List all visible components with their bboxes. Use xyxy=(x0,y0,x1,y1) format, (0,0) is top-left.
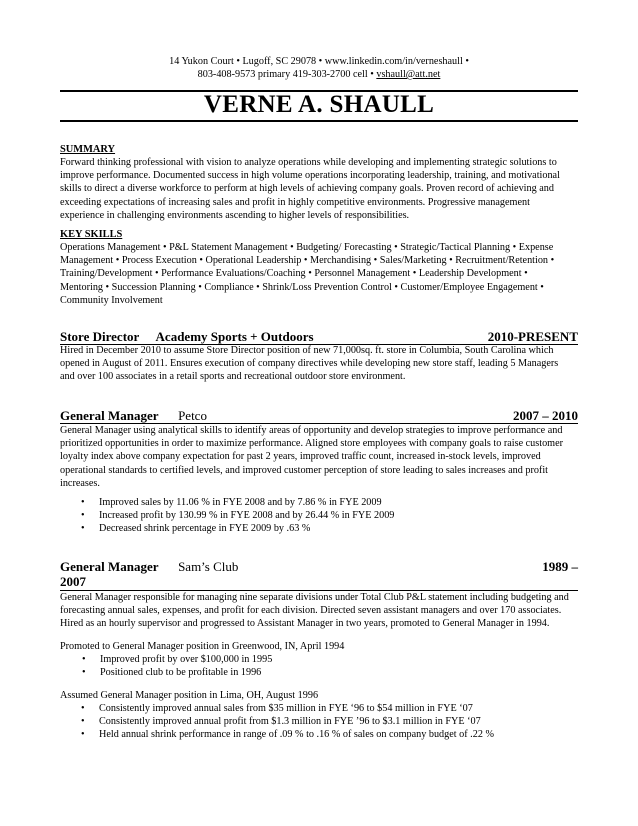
promotion-greenwood: Promoted to General Manager position in Greenwood, IN, April 1994 xyxy=(60,641,345,652)
skills-line: Operations Management • P&L Statement Management • Budgeting/ Forecasting • Strategic/Tactical Planning • Expense xyxy=(60,242,554,253)
key-skills-text xyxy=(60,241,580,307)
job-line: forecasting annual sales, expenses, and profit for each division. Directed seven assistant managers and over 170 associates. xyxy=(60,605,562,617)
summary-line: skills to direct a diverse workforce to perform at high levels of achieving company goals. Proven record of achieving and xyxy=(60,183,554,195)
contact-line-2 xyxy=(60,68,578,81)
email-link[interactable]: vshaull@att.net xyxy=(376,69,441,80)
bullet: • xyxy=(82,667,86,679)
job-line: and over 100 associates in a retail sports and recreational outdoor store environment. xyxy=(60,371,406,383)
list-item xyxy=(81,702,494,715)
skills-line: Mentoring • Succession Planning • Compliance • Shrink/Loss Prevention Control • Customer/Employee Engagement • xyxy=(60,281,544,293)
bullet: • xyxy=(81,510,85,522)
job-title: Store Director xyxy=(60,329,140,344)
candidate-name: VERNE A. SHAULL xyxy=(203,91,435,118)
job-line: General Manager using analytical skills to identify areas of opportunity and develop strategies to improve performance and xyxy=(60,425,563,436)
promotion-lima: Assumed General Manager position in Lima, OH, August 1996 xyxy=(60,690,319,701)
list-item xyxy=(81,715,494,728)
bullet: • xyxy=(81,716,85,728)
summary-line: experience in challenging environments ascending to higher levels of responsibilities. xyxy=(60,209,410,221)
contact-line-1: 14 Yukon Court • Lugoff, SC 29078 • www.linkedin.com/in/verneshaull • xyxy=(169,56,469,67)
header-bottom-rule xyxy=(60,120,578,122)
job-description-sams-club xyxy=(60,591,580,631)
job-line: opened in August of 2011. Ensures execution of company directives while developing new store staff, leading 5 Managers xyxy=(60,358,559,370)
bullet-text: Positioned club to be profitable in 1996 xyxy=(100,667,262,679)
job-line: prioritized opportunities in order to maximize performance. Aligned store employees with company goals to raise customer xyxy=(60,438,564,450)
list-item xyxy=(81,522,394,535)
bullet-text: Consistently improved annual sales from $35 million in FYE ‘96 to $54 million in FYE ‘07 xyxy=(99,703,473,714)
key-skills-heading: KEY SKILLS xyxy=(60,229,123,240)
bullet: • xyxy=(81,497,85,508)
bullet: • xyxy=(81,703,85,714)
summary-line: exceeding expectations of increasing sales and profit in highly competitive environments. Progressive management xyxy=(60,196,530,208)
skills-line: Management • Process Execution • Operational Leadership • Merchandising • Sales/Marketing • Recruitment/Retention • xyxy=(60,255,555,267)
contact-block xyxy=(60,55,578,81)
job-dates: 2007 – 2010 xyxy=(513,408,578,423)
skills-line: Training/Development • Performance Evaluations/Coaching • Personnel Management • Leadership Development • xyxy=(60,268,528,280)
bullet-text: Improved profit by over $100,000 in 1995 xyxy=(100,654,273,665)
greenwood-achievements-list xyxy=(82,653,272,679)
list-item xyxy=(82,666,272,679)
list-item xyxy=(81,509,394,522)
job-title: General Manager xyxy=(60,559,159,574)
job-description-petco xyxy=(60,424,580,490)
summary-text xyxy=(60,156,580,222)
job-company: Academy Sports + Outdoors xyxy=(155,329,314,344)
job-header-sams-club xyxy=(60,559,578,589)
list-item xyxy=(81,728,494,741)
job-title: General Manager xyxy=(60,408,159,423)
job-dates: 2010-PRESENT xyxy=(487,329,578,344)
bullet-text: Improved sales by 11.06 % in FYE 2008 and by 7.86 % in FYE 2009 xyxy=(99,497,382,508)
job-line: Hired as an hourly supervisor and progressed to Assistant Manager in two years, promoted to General Manager in 1994. xyxy=(60,618,550,630)
bullet-text: Consistently improved annual profit from $1.3 million in FYE ’96 to $3.1 million in FYE ‘07 xyxy=(99,716,481,728)
job-company: Sam’s Club xyxy=(178,559,239,574)
job-dates-continued: 2007 xyxy=(60,574,86,589)
job-line: General Manager responsible for managing nine separate divisions under Total Club P&L statement including budgeting and xyxy=(60,592,569,603)
petco-achievements-list xyxy=(81,496,394,536)
summary-line: improve performance. Documented success in high volume operations incorporating leadership, training, and motivational xyxy=(60,170,560,182)
job-line: Hired in December 2010 to assume Store Director position of new 71,000sq. ft. store in Columbia, South Carolina which xyxy=(60,345,554,356)
bullet: • xyxy=(81,729,85,741)
job-line: increases. xyxy=(60,477,100,489)
list-item xyxy=(81,496,394,509)
summary-heading: SUMMARY xyxy=(60,144,116,155)
bullet-text: Increased profit by 130.99 % in FYE 2008 and by 26.44 % in FYE 2009 xyxy=(99,510,395,522)
job-description-academy xyxy=(60,344,580,384)
bullet-text: Held annual shrink performance in range of .09 % to .16 % of sales on company budget of .22 % xyxy=(99,729,494,741)
skills-line: Community Involvement xyxy=(60,294,163,306)
job-company: Petco xyxy=(178,408,207,423)
list-item xyxy=(82,653,272,666)
job-header-petco xyxy=(60,408,578,424)
job-line: operational standards to certified levels, and improved customer perception of store leading to sales increases and profit xyxy=(60,464,548,476)
summary-line: Forward thinking professional with vision to analyze operations while developing and implementing strategic solutions to xyxy=(60,157,557,168)
job-dates: 1989 – xyxy=(542,559,578,574)
lima-achievements-list xyxy=(81,702,494,742)
bullet: • xyxy=(81,523,85,535)
bullet-text: Decreased shrink percentage in FYE 2009 by .63 % xyxy=(99,523,311,535)
job-header-academy xyxy=(60,329,578,345)
contact-phones: 803-408-9573 primary 419-303-2700 cell • xyxy=(197,69,377,80)
bullet: • xyxy=(82,654,86,665)
job-line: loyalty index above company expectation for past 2 years, improved traffic count, increased in-stock levels, improved xyxy=(60,451,541,463)
